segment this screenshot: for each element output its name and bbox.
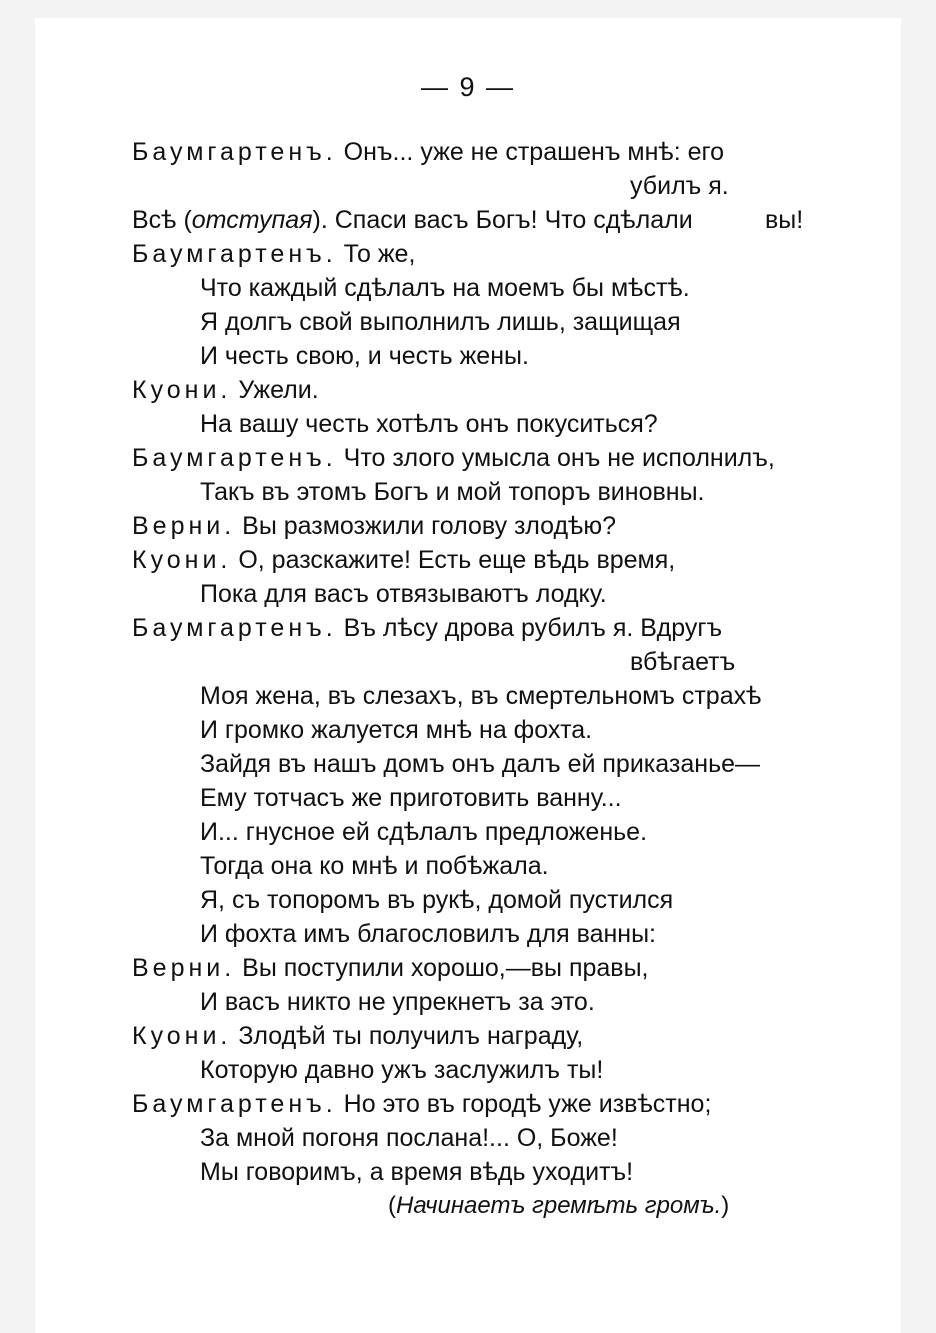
verse-line: Такъ въ этомъ Богъ и мой топоръ виновны.	[200, 478, 705, 506]
stage-direction-line	[0, 1189, 936, 1223]
verse-line: Тогда она ко мнѣ и побѣжала.	[200, 852, 549, 880]
stage-direction: Начинаетъ гремѣть громъ.	[396, 1192, 722, 1219]
speaker-name: Баумгартенъ.	[132, 444, 337, 472]
verse-line: И громко жалуется мнѣ на фохта.	[200, 716, 593, 744]
verse-line: Ему тотчасъ же приготовить ванну...	[200, 784, 622, 812]
speaker-name: Куони.	[132, 546, 232, 574]
verse-line: Мы говоримъ, а время вѣдь уходитъ!	[200, 1158, 634, 1186]
verse-line: За мной погоня послана!... О, Боже!	[200, 1124, 618, 1152]
line-text: ). Спаси васъ Богъ! Что сдѣлали	[312, 206, 693, 234]
verse-line: Что каждый сдѣлалъ на моемъ бы мѣстѣ.	[200, 274, 690, 302]
verse-line: Я, съ топоромъ въ рукѣ, домой пустился	[200, 886, 674, 914]
continuation-line	[0, 169, 936, 203]
play-text	[0, 135, 936, 1223]
line-text: Вы размозжили голову злодѣю?	[235, 512, 617, 540]
line-text-end: вы!	[765, 206, 804, 234]
paren-open: (	[388, 1192, 396, 1219]
dialogue-line	[0, 1087, 936, 1121]
verse-line: И васъ никто не упрекнетъ за это.	[200, 988, 595, 1016]
speaker-name: Баумгартенъ.	[132, 138, 337, 166]
verse-line: Зайдя въ нашъ домъ онъ далъ ей приказанье—	[200, 750, 761, 778]
dialogue-line	[0, 543, 936, 577]
verse-line: Моя жена, въ слезахъ, въ смертельномъ страхѣ	[200, 682, 762, 710]
dialogue-line	[0, 203, 936, 237]
continuation-line	[0, 645, 936, 679]
speaker-name: Верни.	[132, 954, 236, 982]
dialogue-line	[0, 135, 936, 169]
verse-line: Пока для васъ отвязываютъ лодку.	[200, 580, 607, 608]
verse-line: И... гнусное ей сдѣлалъ предложенье.	[200, 818, 648, 846]
speaker-name: Куони.	[132, 1022, 232, 1050]
verse-line: И фохта имъ благословилъ для ванны:	[200, 920, 656, 948]
speaker-name: Баумгартенъ.	[132, 240, 337, 268]
line-text: (	[176, 206, 192, 234]
line-text: вбѣгаетъ	[630, 648, 736, 676]
dialogue-line	[0, 373, 936, 407]
speaker-name: Верни.	[132, 512, 236, 540]
line-text: Ужели.	[231, 376, 319, 404]
line-text: Вы поступили хорошо,—вы правы,	[235, 954, 649, 982]
dialogue-line	[0, 441, 936, 475]
dialogue-line	[0, 951, 936, 985]
verse-line: На вашу честь хотѣлъ онъ покуситься?	[200, 410, 658, 438]
line-text: Злодѣй ты получилъ награду,	[231, 1022, 584, 1050]
speaker-name: Куони.	[132, 376, 232, 404]
paren-close: )	[721, 1192, 730, 1219]
speaker-name: Всѣ	[132, 206, 177, 234]
line-text: Въ лѣсу дрова рубилъ я. Вдругъ	[336, 614, 723, 642]
verse-line: И честь свою, и честь жены.	[200, 342, 529, 370]
dialogue-line	[0, 611, 936, 645]
page-number: — 9 —	[420, 72, 516, 102]
line-text: О, разскажите! Есть еще вѣдь время,	[231, 546, 676, 574]
verse-line: Я долгъ свой выполнилъ лишь, защищая	[200, 308, 681, 336]
line-text: Но это въ городѣ уже извѣстно;	[336, 1090, 712, 1118]
dialogue-line	[0, 1019, 936, 1053]
line-text: убилъ я.	[630, 172, 729, 200]
speaker-name: Баумгартенъ.	[132, 1090, 337, 1118]
line-text: Что злого умысла онъ не исполнилъ,	[336, 444, 775, 472]
dialogue-line	[0, 509, 936, 543]
line-text: Онъ... уже не страшенъ мнѣ: его	[336, 138, 725, 166]
dialogue-line	[0, 237, 936, 271]
line-text: То же,	[336, 240, 416, 268]
speaker-name: Баумгартенъ.	[132, 614, 337, 642]
stage-direction: отступая	[191, 206, 313, 234]
verse-line: Которую давно ужъ заслужилъ ты!	[200, 1056, 604, 1084]
